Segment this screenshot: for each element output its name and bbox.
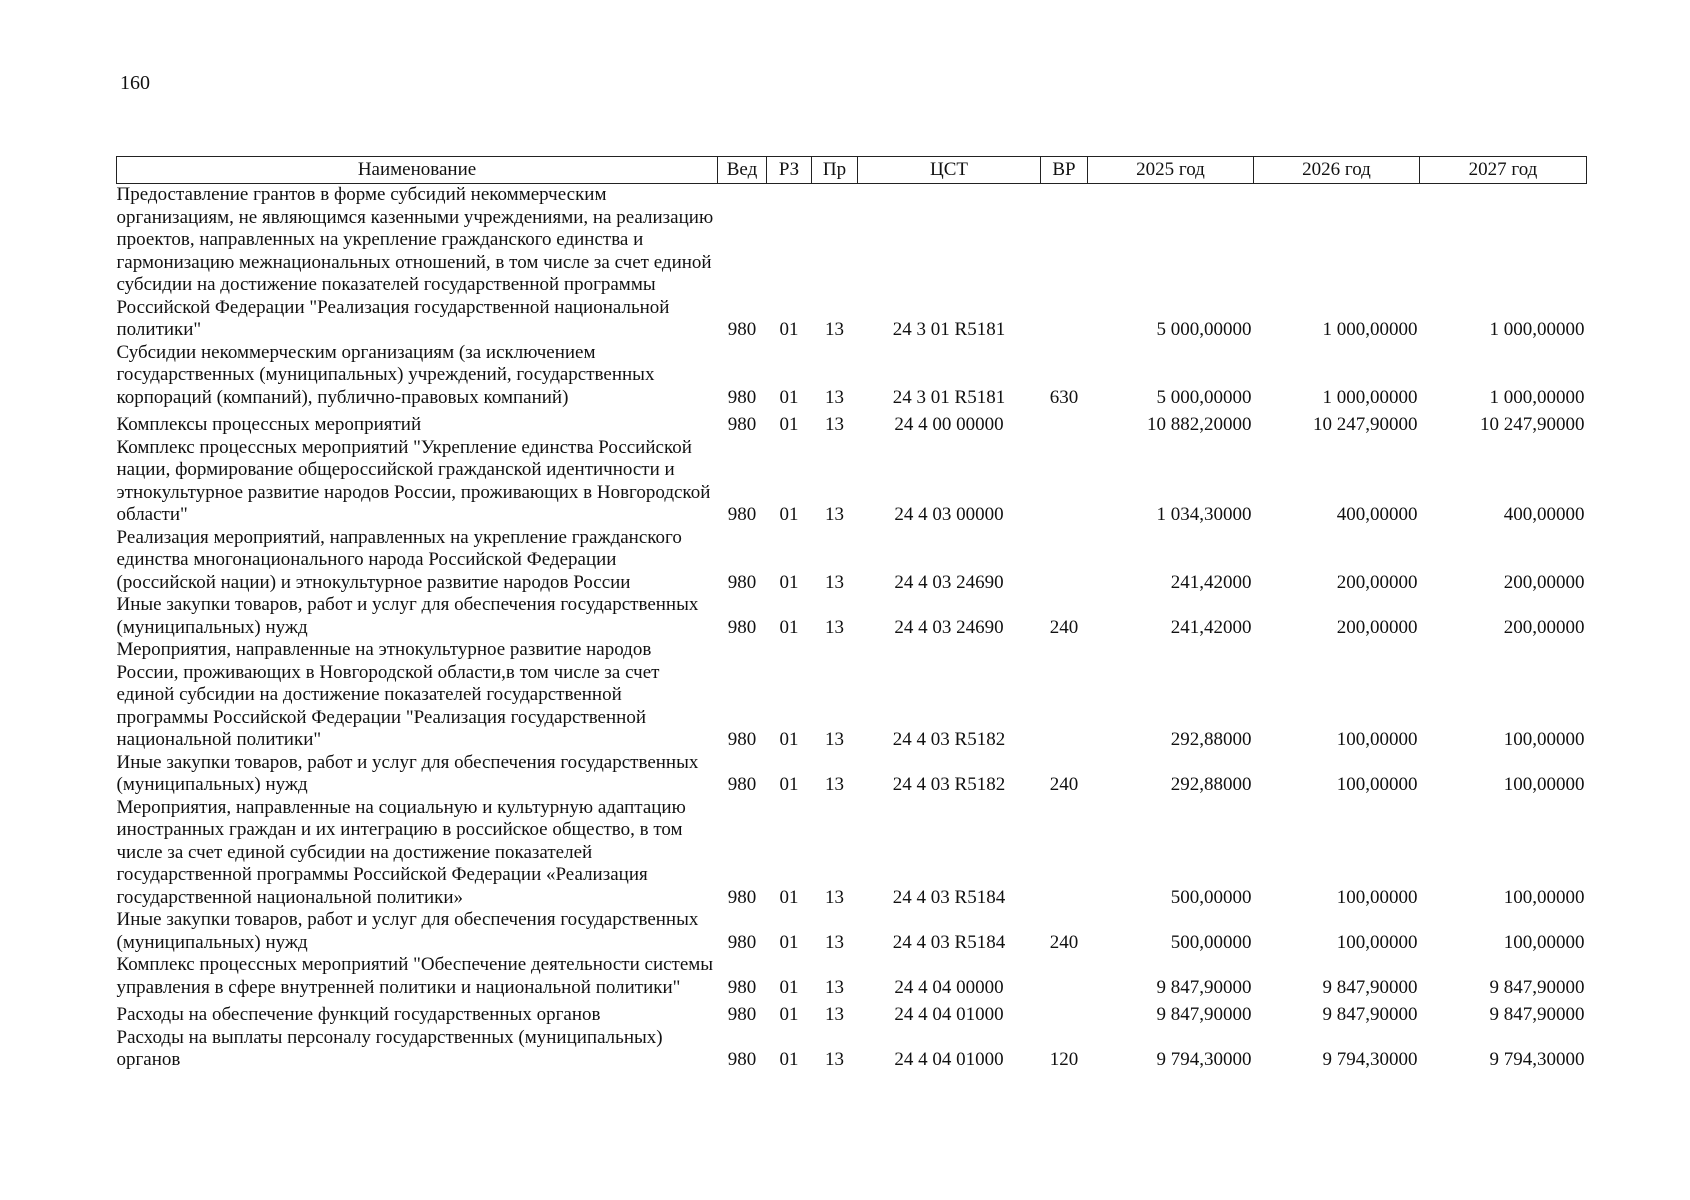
row-pr: 13 xyxy=(825,976,844,998)
row-vr xyxy=(1041,797,1088,910)
row-pr: 13 xyxy=(825,319,844,340)
row-pr: 13 xyxy=(825,1049,844,1070)
table-row xyxy=(117,752,1587,797)
row-cst: 24 3 01 R5181 xyxy=(892,386,1006,408)
row-name: Иные закупки товаров, работ и услуг для обеспечения государственных (муниципальных) нужд xyxy=(116,594,699,638)
budget-table xyxy=(116,156,1587,1072)
table-row xyxy=(117,639,1587,752)
row-ved: 980 xyxy=(727,1049,757,1070)
row-ved: 980 xyxy=(727,414,757,435)
table-header xyxy=(117,157,1587,184)
row-name: Иные закупки товаров, работ и услуг для обеспечения государственных (муниципальных) нужд xyxy=(116,751,699,795)
row-name: Комплекс процессных мероприятий "Обеспечение деятельности системы управления в сфере внутренней политики и национальной политики" xyxy=(116,954,714,998)
row-rz: 01 xyxy=(779,729,799,750)
row-pr: 13 xyxy=(825,414,844,435)
row-amount-2026: 9 794,30000 xyxy=(1322,1049,1418,1070)
row-amount-2025: 500,00000 xyxy=(1170,886,1252,908)
row-name: Комплексы процессных мероприятий xyxy=(116,414,422,435)
row-ved: 980 xyxy=(727,886,757,908)
row-cst: 24 3 01 R5181 xyxy=(892,319,1006,340)
row-rz: 01 xyxy=(779,571,799,593)
row-amount-2026: 100,00000 xyxy=(1336,886,1418,908)
row-cst: 24 4 04 01000 xyxy=(894,1004,1004,1025)
row-rz: 01 xyxy=(779,774,799,795)
row-amount-2026: 200,00000 xyxy=(1336,616,1418,638)
row-amount-2027: 1 000,00000 xyxy=(1489,319,1585,340)
row-cst: 24 4 03 R5182 xyxy=(892,774,1006,795)
row-amount-2026: 9 847,90000 xyxy=(1322,1004,1418,1025)
row-vr xyxy=(1041,527,1088,595)
row-amount-2027: 200,00000 xyxy=(1503,571,1585,593)
row-vr: 240 xyxy=(1049,931,1079,953)
row-pr: 13 xyxy=(825,504,844,525)
row-rz: 01 xyxy=(779,1004,799,1025)
row-pr: 13 xyxy=(825,616,844,638)
row-pr: 13 xyxy=(825,386,844,408)
header-rz: РЗ xyxy=(767,157,812,184)
table-row xyxy=(117,999,1587,1027)
row-amount-2025: 9 847,90000 xyxy=(1156,976,1252,998)
row-pr: 13 xyxy=(825,729,844,750)
row-vr: 120 xyxy=(1049,1049,1079,1070)
row-amount-2026: 100,00000 xyxy=(1336,729,1418,750)
row-rz: 01 xyxy=(779,886,799,908)
row-amount-2025: 292,88000 xyxy=(1170,729,1252,750)
header-ved: Вед xyxy=(718,157,767,184)
row-amount-2026: 100,00000 xyxy=(1336,931,1418,953)
row-amount-2025: 9 847,90000 xyxy=(1156,1004,1252,1025)
header-name: Наименование xyxy=(117,157,718,184)
row-rz: 01 xyxy=(779,386,799,408)
row-rz: 01 xyxy=(779,319,799,340)
row-amount-2025: 241,42000 xyxy=(1170,571,1252,593)
row-amount-2027: 200,00000 xyxy=(1503,616,1585,638)
row-amount-2027: 1 000,00000 xyxy=(1489,386,1585,408)
row-vr: 240 xyxy=(1049,616,1079,638)
row-cst: 24 4 03 00000 xyxy=(894,504,1004,525)
row-amount-2025: 9 794,30000 xyxy=(1156,1049,1252,1070)
row-amount-2027: 9 847,90000 xyxy=(1489,1004,1585,1025)
row-cst: 24 4 04 01000 xyxy=(894,1049,1004,1070)
row-vr xyxy=(1041,409,1088,437)
row-pr: 13 xyxy=(825,774,844,795)
table-row xyxy=(117,437,1587,527)
row-amount-2027: 10 247,90000 xyxy=(1480,414,1585,435)
row-rz: 01 xyxy=(779,931,799,953)
table-row xyxy=(117,409,1587,437)
row-name: Иные закупки товаров, работ и услуг для обеспечения государственных (муниципальных) нужд xyxy=(116,909,699,953)
table-body xyxy=(117,184,1587,1072)
row-amount-2025: 292,88000 xyxy=(1170,774,1252,795)
row-cst: 24 4 03 24690 xyxy=(894,571,1004,593)
row-amount-2026: 100,00000 xyxy=(1336,774,1418,795)
header-2025: 2025 год xyxy=(1088,157,1254,184)
row-cst: 24 4 00 00000 xyxy=(894,414,1004,435)
header-vr: ВР xyxy=(1041,157,1088,184)
row-ved: 980 xyxy=(727,774,757,795)
row-rz: 01 xyxy=(779,504,799,525)
table-row xyxy=(117,797,1587,910)
row-amount-2027: 100,00000 xyxy=(1503,729,1585,750)
row-vr xyxy=(1041,437,1088,527)
row-rz: 01 xyxy=(779,976,799,998)
row-name: Мероприятия, направленные на социальную и культурную адаптацию иностранных граждан и их интеграцию в российское общество, в том числе за счет единой субсидии на достижение показателей государственной программы Российской Федерации «Реализация государственной национальной политики» xyxy=(116,796,686,908)
row-ved: 980 xyxy=(727,386,757,408)
row-cst: 24 4 03 24690 xyxy=(894,616,1004,638)
row-amount-2027: 400,00000 xyxy=(1503,504,1585,525)
header-2027: 2027 год xyxy=(1420,157,1587,184)
row-amount-2025: 10 882,20000 xyxy=(1147,414,1252,435)
page-number: 160 xyxy=(120,72,150,94)
table-row xyxy=(117,342,1587,410)
row-amount-2026: 1 000,00000 xyxy=(1322,319,1418,340)
row-amount-2026: 400,00000 xyxy=(1336,504,1418,525)
row-amount-2025: 1 034,30000 xyxy=(1156,504,1252,525)
row-cst: 24 4 04 00000 xyxy=(894,976,1004,998)
row-rz: 01 xyxy=(779,1049,799,1070)
row-pr: 13 xyxy=(825,1004,844,1025)
row-name: Субсидии некоммерческим организациям (за исключением государственных (муниципальных) учреждений, государственных корпораций (компаний), публично-правовых компаний) xyxy=(116,341,655,408)
row-ved: 980 xyxy=(727,931,757,953)
row-amount-2026: 200,00000 xyxy=(1336,571,1418,593)
row-vr xyxy=(1041,184,1088,342)
row-name: Расходы на выплаты персоналу государственных (муниципальных) органов xyxy=(116,1026,663,1070)
table-row xyxy=(117,1027,1587,1072)
row-name: Реализация мероприятий, направленных на укрепление гражданского единства многонационального народа Российской Федерации (российской нации) и этнокультурное развитие народов России xyxy=(116,526,682,593)
row-vr xyxy=(1041,639,1088,752)
row-ved: 980 xyxy=(727,729,757,750)
row-name: Комплекс процессных мероприятий "Укрепление единства Российской нации, формирование общероссийской гражданской идентичности и этнокультурное развитие народов России, проживающих в Новгородской области" xyxy=(116,436,711,525)
row-ved: 980 xyxy=(727,616,757,638)
header-pr: Пр xyxy=(812,157,858,184)
row-amount-2025: 5 000,00000 xyxy=(1156,386,1252,408)
row-vr xyxy=(1041,999,1088,1027)
row-ved: 980 xyxy=(727,319,757,340)
row-rz: 01 xyxy=(779,616,799,638)
row-ved: 980 xyxy=(727,571,757,593)
table-row xyxy=(117,954,1587,999)
row-amount-2026: 1 000,00000 xyxy=(1322,386,1418,408)
row-ved: 980 xyxy=(727,976,757,998)
row-amount-2025: 500,00000 xyxy=(1170,931,1252,953)
row-ved: 980 xyxy=(727,504,757,525)
row-amount-2026: 10 247,90000 xyxy=(1313,414,1418,435)
table-row xyxy=(117,184,1587,342)
row-amount-2027: 100,00000 xyxy=(1503,774,1585,795)
row-name: Мероприятия, направленные на этнокультурное развитие народов России, проживающих в Новгородской области,в том числе за счет единой субсидии на достижение показателей государственной программы Российской Федерации "Реализация государственной национальной политики" xyxy=(116,639,660,750)
row-amount-2027: 9 794,30000 xyxy=(1489,1049,1585,1070)
row-amount-2025: 241,42000 xyxy=(1170,616,1252,638)
row-vr xyxy=(1041,954,1088,999)
row-name: Предоставление грантов в форме субсидий некоммерческим организациям, не являющимся казенными учреждениями, на реализацию проектов, направленных на укрепление гражданского единства и гармонизацию межнациональных отношений, в том числе за счет единой субсидии на достижение показателей государственной программы Российской Федерации "Реализация государственной национальной политики" xyxy=(116,184,714,340)
row-vr: 630 xyxy=(1049,386,1079,408)
row-amount-2027: 100,00000 xyxy=(1503,931,1585,953)
row-cst: 24 4 03 R5182 xyxy=(892,729,1006,750)
row-pr: 13 xyxy=(825,571,844,593)
header-2026: 2026 год xyxy=(1254,157,1420,184)
row-ved: 980 xyxy=(727,1004,757,1025)
row-rz: 01 xyxy=(779,414,799,435)
table-row xyxy=(117,909,1587,954)
row-amount-2027: 9 847,90000 xyxy=(1489,976,1585,998)
row-name: Расходы на обеспечение функций государственных органов xyxy=(116,1004,601,1025)
row-amount-2027: 100,00000 xyxy=(1503,886,1585,908)
row-vr: 240 xyxy=(1049,774,1079,795)
row-amount-2026: 9 847,90000 xyxy=(1322,976,1418,998)
row-cst: 24 4 03 R5184 xyxy=(892,886,1006,908)
row-cst: 24 4 03 R5184 xyxy=(892,931,1006,953)
row-pr: 13 xyxy=(825,886,844,908)
row-pr: 13 xyxy=(825,931,844,953)
table-row xyxy=(117,527,1587,595)
header-cst: ЦСТ xyxy=(858,157,1041,184)
table-row xyxy=(117,594,1587,639)
row-amount-2025: 5 000,00000 xyxy=(1156,319,1252,340)
